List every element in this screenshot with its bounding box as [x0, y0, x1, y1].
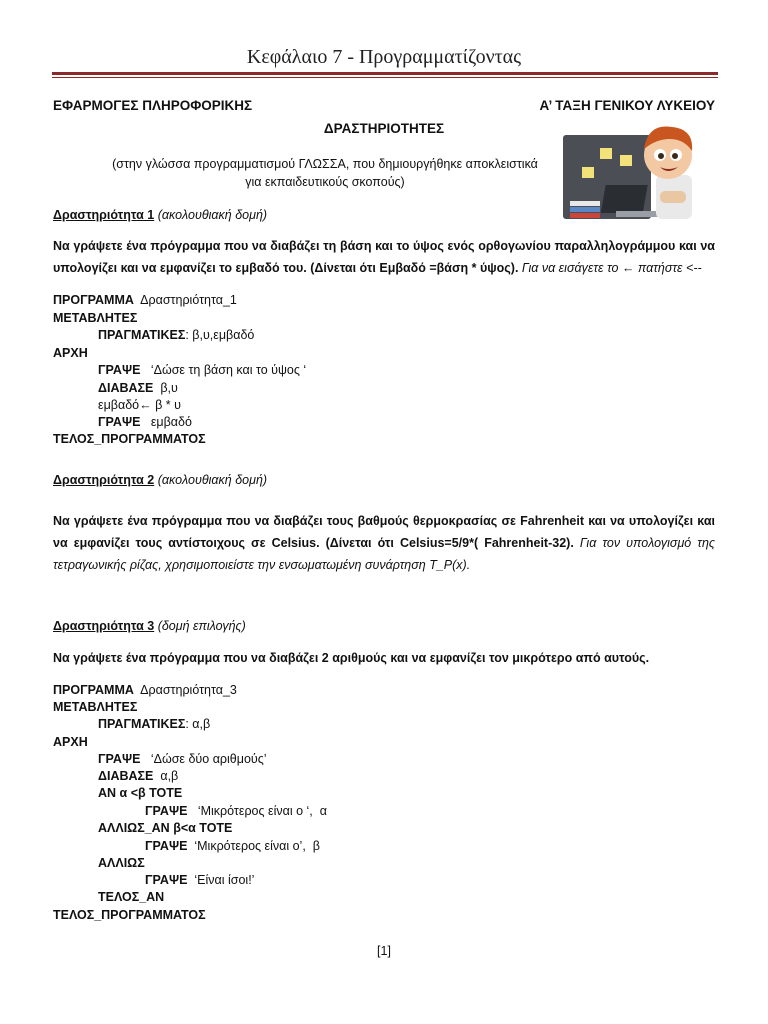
page-number: [1] — [377, 944, 391, 958]
code-keyword: ΠΡΟΓΡΑΜΜΑ — [53, 293, 134, 307]
activity1-task-text: Να γράψετε ένα πρόγραμμα που να διαβάζει τη βάση και το ύψος ενός ορθογωνίου παραλληλογράμμου και να υπολογίζει και να εμφανίζει το εμβαδό του. (Δίνεται ότι Εμβαδό =βάση * ύψος). — [53, 239, 715, 275]
section-heading: ΔΡΑΣΤΗΡΙΟΤΗΤΕΣ — [323, 121, 445, 136]
code-text: β,υ — [153, 381, 178, 395]
code3-line-7 — [98, 786, 182, 800]
title-rule-thin — [52, 77, 718, 78]
code-keyword: ΔΙΑΒΑΣΕ — [98, 769, 154, 783]
activity3-task — [53, 647, 715, 669]
code-keyword: ΤΕΛΟΣ_ΑΝ — [98, 890, 165, 904]
code-keyword: ΓΡΑΨΕ — [98, 363, 141, 377]
code-keyword: ΜΕΤΑΒΛΗΤΕΣ — [53, 700, 138, 714]
code3-line-6 — [98, 769, 178, 783]
code-keyword: ΠΡΑΓΜΑΤΙΚΕΣ — [98, 328, 186, 342]
code1-line-6 — [98, 381, 178, 395]
class-heading: Α’ ΤΑΞΗ ΓΕΝΙΚΟΥ ΛΥΚΕΙΟΥ — [539, 98, 715, 113]
student-computer-illustration — [560, 115, 700, 233]
code-keyword: ΑΛΛΙΩΣ_ΑΝ — [98, 821, 170, 835]
code1-line-9 — [53, 432, 206, 446]
code-keyword: ΓΡΑΨΕ — [145, 804, 188, 818]
code3-line-1 — [53, 683, 237, 697]
code-text: εμβαδό — [140, 415, 192, 429]
code3-line-4 — [53, 735, 88, 749]
code-keyword: ΤΕΛΟΣ_ΠΡΟΓΡΑΜΜΑΤΟΣ — [53, 908, 206, 922]
code-keyword: ΓΡΑΨΕ — [98, 415, 141, 429]
code-text: α,β — [153, 769, 179, 783]
code3-line-11 — [98, 856, 145, 870]
code1-line-1 — [53, 293, 237, 307]
code-text: ‘Μικρότερος είναι ο’, β — [187, 839, 320, 853]
language-note-line2: για εκπαιδευτικούς σκοπούς) — [245, 175, 405, 189]
code-text: β<α ΤΟΤΕ — [169, 821, 233, 835]
code-text: ‘Είναι ίσοι!’ — [187, 873, 255, 887]
language-note-line1: (στην γλώσσα προγραμματισμού ΓΛΩΣΣΑ, που δημιουργήθηκε αποκλειστικά — [112, 157, 538, 171]
title-rule — [52, 72, 718, 75]
code-keyword: ΑΡΧΗ — [53, 346, 88, 360]
activity2-task-text: Να γράψετε ένα πρόγραμμα που να διαβάζει τους βαθμούς θερμοκρασίας σε Fahrenheit και να υπολογίζει και να εμφανίζει τους αντίστοιχους σε Celsius. (Δίνεται ότι Celsius=5/9*( Fahrenheit-32). — [53, 514, 715, 550]
code3-line-9 — [98, 821, 232, 835]
code1-line-7 — [98, 398, 181, 412]
code1-line-8 — [98, 415, 192, 429]
code-text: ‘Μικρότερος είναι ο ‘, α — [187, 804, 327, 818]
code1-line-2 — [53, 311, 137, 325]
code3-line-14 — [53, 908, 206, 922]
code-text: ‘Δώσε τη βάση και το ύψος ‘ — [140, 363, 307, 377]
code-keyword: ΔΙΑΒΑΣΕ — [98, 381, 154, 395]
activity3-task-text: Να γράψετε ένα πρόγραμμα που να διαβάζει 2 αριθμούς και να εμφανίζει τον μικρότερο από αυτούς. — [53, 651, 650, 665]
code-keyword: ΠΡΟΓΡΑΜΜΑ — [53, 683, 134, 697]
subject-heading: ΕΦΑΡΜΟΓΕΣ ΠΛΗΡΟΦΟΡΙΚΗΣ — [53, 98, 253, 113]
activity3-kind: (δομή επιλογής) — [157, 619, 246, 633]
code3-line-12 — [145, 873, 254, 887]
code1-line-5 — [98, 363, 306, 377]
activity1-task — [53, 235, 715, 279]
code-text: Δραστηριότητα_1 — [133, 293, 237, 307]
page-title: Κεφάλαιο 7 - Προγραμματίζοντας — [246, 46, 522, 68]
code1-line-4 — [53, 346, 88, 360]
activity3-title — [53, 619, 246, 633]
activity2-heading: Δραστηριότητα 2 — [53, 473, 155, 487]
code-keyword: ΜΕΤΑΒΛΗΤΕΣ — [53, 311, 138, 325]
code3-line-13 — [98, 890, 164, 904]
code-keyword: ΑΡΧΗ — [53, 735, 88, 749]
activity1-kind: (ακολουθιακή δομή) — [157, 208, 268, 222]
code-text: Δραστηριότητα_3 — [133, 683, 237, 697]
code-text: εμβαδό← β * υ — [98, 398, 181, 412]
code-text: α <β ΤΟΤΕ — [116, 786, 183, 800]
activity3-heading: Δραστηριότητα 3 — [53, 619, 155, 633]
code3-line-8 — [145, 804, 327, 818]
code-text: : α,β — [185, 717, 211, 731]
code3-line-2 — [53, 700, 137, 714]
code-keyword: ΓΡΑΨΕ — [98, 752, 141, 766]
activity2-task — [53, 510, 715, 576]
language-note — [60, 155, 590, 191]
code-keyword: ΓΡΑΨΕ — [145, 839, 188, 853]
code3-line-5 — [98, 752, 267, 766]
activity2-task-hint: Για τον υπολογισμό της τετραγωνικής ρίζας, χρησιμοποιείστε την ενσωματωμένη συνάρτηση Τ_Ρ(x). — [53, 536, 716, 572]
activity2-title — [53, 473, 267, 487]
code-text: ‘Δώσε δύο αριθμούς’ — [140, 752, 267, 766]
code3-line-10 — [145, 839, 320, 853]
code-keyword: ΠΡΑΓΜΑΤΙΚΕΣ — [98, 717, 186, 731]
code-keyword: ΑΛΛΙΩΣ — [98, 856, 145, 870]
activity2-kind: (ακολουθιακή δομή) — [157, 473, 268, 487]
activity1-task-hint: Για να εισάγετε το ← πατήστε <-- — [518, 261, 702, 275]
code3-line-3 — [98, 717, 210, 731]
code-keyword: ΓΡΑΨΕ — [145, 873, 188, 887]
code-text: : β,υ,εμβαδό — [185, 328, 255, 342]
code1-line-3 — [98, 328, 254, 342]
activity1-heading: Δραστηριότητα 1 — [53, 208, 155, 222]
code-keyword: ΤΕΛΟΣ_ΠΡΟΓΡΑΜΜΑΤΟΣ — [53, 432, 206, 446]
activity1-title — [53, 208, 267, 222]
code-keyword: ΑΝ — [98, 786, 117, 800]
